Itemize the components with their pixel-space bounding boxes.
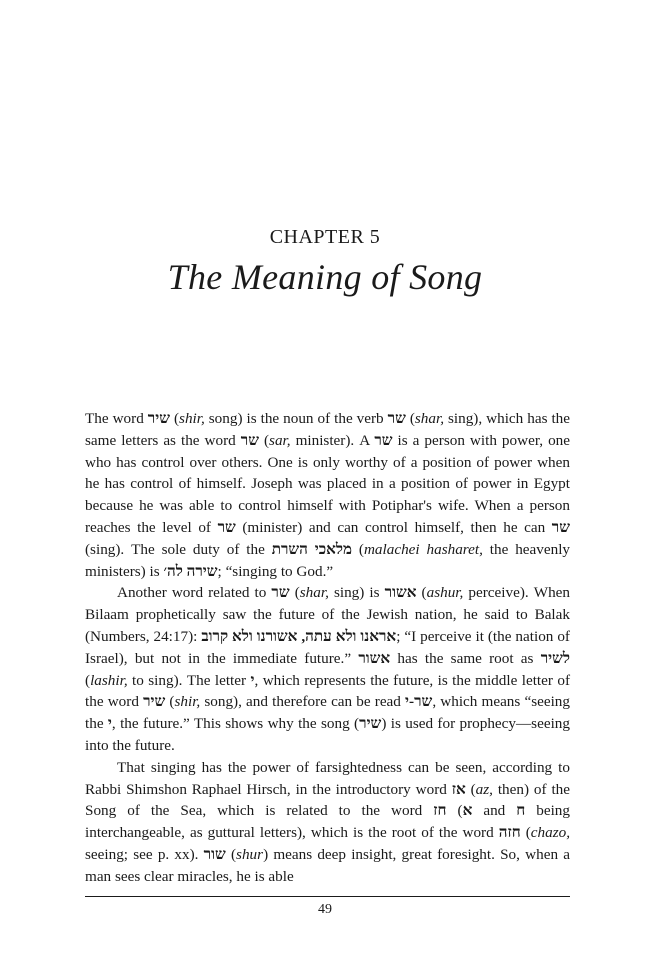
text-run: ( bbox=[170, 410, 180, 427]
hebrew-term: י bbox=[107, 715, 112, 733]
text-run: ( bbox=[85, 671, 91, 689]
hebrew-term: שר bbox=[271, 584, 290, 602]
body-paragraph bbox=[85, 582, 570, 756]
text-run: ( bbox=[258, 431, 270, 449]
text-run: is a person with power, one who has control over others. One is only worthy of a position of power when he has control of himself. Joseph was placed in a position of power in Egypt because he was able to control himself with Potiphar's wife. When a person reaches the level of bbox=[85, 431, 570, 536]
text-run: ) means deep insight, great foresight. So, when a man sees clear miracles, he is able bbox=[85, 845, 570, 885]
page-number: 49 bbox=[318, 902, 332, 917]
text-run: The word bbox=[85, 410, 148, 427]
text-run: song) is the noun of the verb bbox=[204, 410, 388, 427]
transliteration: shar, bbox=[299, 584, 329, 602]
hebrew-term: שר bbox=[217, 518, 236, 536]
text-run: ( bbox=[165, 693, 175, 711]
text-run: and bbox=[472, 802, 517, 820]
text-run: minister). A bbox=[290, 431, 375, 449]
hebrew-term: אז bbox=[451, 780, 466, 798]
text-run: then) of the Song of the Sea, which is related to the word bbox=[85, 780, 570, 820]
text-run: That singing has the power of farsightedness can be seen, according to Rabbi Shimshon Raphael Hirsch, in the introductory word bbox=[85, 758, 570, 798]
text-run: ( bbox=[352, 540, 364, 558]
text-run: perceive). When Bilaam prophetically saw the future of the Jewish nation, he said to Balak (Numbers, 24:17): bbox=[85, 584, 571, 645]
transliteration: ashur, bbox=[426, 584, 464, 602]
text-run: (minister) and can control himself, then he can bbox=[235, 518, 552, 536]
text-run: , the future.” This shows why the song ( bbox=[111, 715, 360, 733]
transliteration: sar, bbox=[269, 431, 291, 449]
text-run: being interchangeable, as guttural letters), which is the root of the word bbox=[85, 802, 570, 842]
hebrew-term: מלאכי השרת bbox=[271, 540, 353, 558]
text-run: ; “singing to God.” bbox=[217, 562, 334, 580]
hebrew-term: חזה bbox=[498, 824, 521, 842]
hebrew-term: שיר bbox=[143, 693, 166, 711]
transliteration: az, bbox=[475, 780, 493, 798]
body-paragraph bbox=[85, 757, 570, 888]
text-run: ( bbox=[405, 410, 415, 427]
footnote-rule bbox=[85, 896, 570, 897]
hebrew-term: שר bbox=[374, 431, 393, 449]
text-run: song), and therefore can be read bbox=[200, 693, 406, 711]
transliteration: shur bbox=[236, 845, 264, 863]
text-run: (sing). The sole duty of the bbox=[85, 540, 272, 558]
text-run: ( bbox=[289, 584, 300, 602]
hebrew-term: שיר bbox=[359, 715, 382, 733]
hebrew-term: לשיר bbox=[540, 649, 571, 667]
text-run: sing), which has the same letters as the word bbox=[85, 410, 571, 449]
hebrew-term: אשור bbox=[358, 649, 391, 667]
text-run: ( bbox=[416, 584, 427, 602]
chapter-title: The Meaning of Song bbox=[167, 257, 483, 297]
text-run: sing) is bbox=[328, 584, 385, 602]
text-run: ( bbox=[520, 824, 531, 842]
hebrew-term: חז bbox=[433, 802, 447, 820]
hebrew-term: שיר bbox=[147, 410, 170, 427]
hebrew-term: י bbox=[250, 671, 255, 689]
hebrew-term: שירה לה׳ bbox=[163, 562, 218, 580]
text-run: seeing; see p. xx). bbox=[85, 845, 204, 863]
transliteration: chazo, bbox=[530, 824, 571, 842]
text-run: ( bbox=[225, 845, 237, 863]
hebrew-term: א bbox=[462, 802, 473, 820]
body-paragraph bbox=[85, 408, 570, 582]
hebrew-term: שר bbox=[240, 431, 259, 449]
hebrew-term: שר-י bbox=[405, 693, 433, 711]
text-run: the heavenly ministers) is bbox=[85, 540, 571, 580]
transliteration: shir, bbox=[179, 410, 205, 427]
hebrew-term: שר bbox=[551, 518, 571, 536]
transliteration: shar, bbox=[414, 410, 445, 427]
transliteration: malachei hasharet, bbox=[363, 540, 483, 558]
hebrew-term: אראנו ולא עתה, אשורנו ולא קרוב bbox=[201, 627, 397, 645]
text-run: ) is used for prophecy—seeing into the future. bbox=[85, 715, 570, 754]
text-run: has the same root as bbox=[390, 649, 541, 667]
hebrew-term: שור bbox=[203, 845, 226, 863]
text-run: ; “I perceive it (the nation of Israel), but not in the immediate future.” bbox=[85, 627, 570, 667]
text-run: , which means “seeing the bbox=[85, 693, 570, 733]
text-run: ( bbox=[465, 780, 476, 798]
transliteration: lashir, bbox=[90, 671, 128, 689]
chapter-label: CHAPTER 5 bbox=[269, 226, 381, 248]
transliteration: shir, bbox=[174, 693, 201, 711]
hebrew-term: ח bbox=[516, 802, 526, 820]
text-run: to sing). The letter bbox=[127, 671, 251, 689]
text-run: Another word related to bbox=[117, 584, 272, 602]
text-run: , which represents the future, is the middle letter of the word bbox=[85, 671, 571, 711]
chapter-body bbox=[85, 408, 570, 888]
text-run: ( bbox=[446, 802, 463, 820]
hebrew-term: אשור bbox=[384, 584, 417, 602]
hebrew-term: שר bbox=[387, 410, 406, 427]
